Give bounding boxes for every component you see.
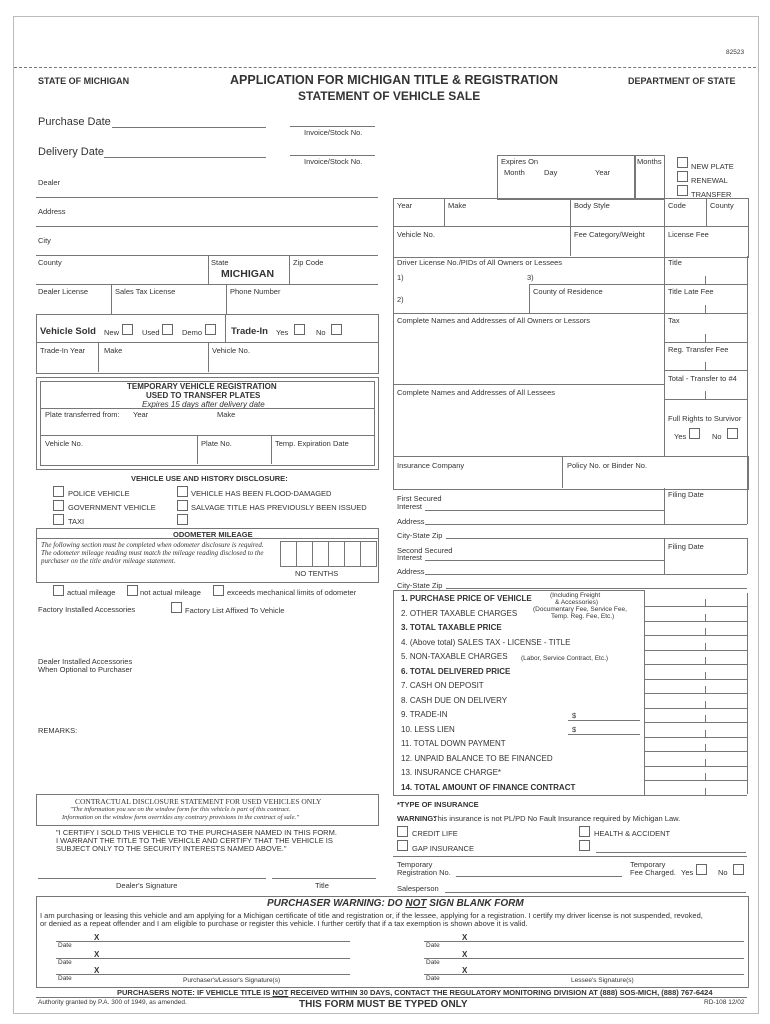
signature-x-mark: X [462, 950, 468, 959]
police-checkbox[interactable] [53, 486, 64, 497]
signature-line[interactable] [424, 974, 744, 975]
trade-in-vehicle-no-label: Vehicle No. [212, 346, 250, 355]
purchaser-warning: PURCHASER WARNING: DO NOT SIGN BLANK FORM [267, 898, 524, 909]
new-plate-label: NEW PLATE [691, 162, 734, 171]
expires-year-label: Year [595, 168, 611, 177]
pricing-item: 11. TOTAL DOWN PAYMENT [401, 739, 506, 748]
dealer-signature-label: Dealer's Signature [116, 881, 178, 890]
zip-label: Zip Code [293, 258, 324, 267]
dealer-license-label: Dealer License [38, 287, 89, 296]
signature-x-mark: X [94, 933, 100, 942]
flood-checkbox[interactable] [177, 486, 188, 497]
county-residence-label: County of Residence [533, 287, 603, 296]
pricing-item: 13. INSURANCE CHARGE* [401, 768, 502, 777]
no-tenths-label: NO TENTHS [295, 569, 339, 578]
expires-on-label: Expires On [501, 157, 539, 166]
pricing-item: 14. TOTAL AMOUNT OF FINANCE CONTRACT [401, 782, 576, 792]
odometer-digit-6[interactable] [360, 541, 377, 567]
signature-date-label: Date [426, 942, 440, 949]
contract-title: CONTRACTUAL DISCLOSURE STATEMENT FOR USED VEHICLES ONLY [75, 797, 322, 806]
trade-in-make-label: Make [104, 346, 123, 355]
trade-in-dollar: $ [572, 711, 577, 720]
renewal-checkbox[interactable] [677, 171, 688, 182]
expires-day-label: Day [544, 168, 558, 177]
taxi-label: TAXI [68, 517, 85, 526]
reg-transfer-fee-label: Reg. Transfer Fee [668, 345, 729, 354]
pricing-item: 1. PURCHASE PRICE OF VEHICLE [401, 594, 532, 603]
signature-line[interactable] [56, 958, 350, 959]
survivor-yes-checkbox[interactable] [689, 428, 700, 439]
months-label: Months [637, 157, 662, 166]
dealer-signature-field[interactable] [38, 878, 266, 879]
dealer-accessories-label: Dealer Installed Accessories [38, 657, 133, 666]
trade-in-no-label: No [316, 328, 326, 337]
pricing-item: 6. TOTAL DELIVERED PRICE [401, 666, 511, 676]
certify-line-1: "I CERTIFY I SOLD THIS VEHICLE TO THE PURCHASER NAMED IN THIS FORM. [56, 828, 337, 837]
pricing-item: 5. NON-TAXABLE CHARGES [401, 652, 508, 661]
pricing-item: 8. CASH DUE ON DELIVERY [401, 695, 508, 705]
actual-mileage-label: actual mileage [67, 588, 116, 597]
insurance-warning-text: This insurance is not PL/PD No Fault Insurance required by Michigan Law. [433, 814, 681, 823]
purchaser-note: PURCHASERS NOTE: IF VEHICLE TITLE IS NOT RECEIVED WITHIN 30 DAYS, CONTACT THE REGULATORY MONITORING DIVISION AT (888) SOS-MICH, (888) 767-6424 [117, 988, 713, 997]
body-style-label: Body Style [574, 201, 610, 210]
department-label: DEPARTMENT OF STATE [628, 76, 736, 86]
pricing-amount-field[interactable] [644, 780, 747, 781]
temp-reg-no-label-1: Temporary [397, 860, 433, 869]
first-interest-label: Interest [397, 502, 423, 511]
factory-accessories-label: Factory Installed Accessories [38, 605, 136, 614]
delivery-date-label: Delivery Date [38, 146, 105, 158]
county-label: County [38, 258, 62, 267]
flood-label: VEHICLE HAS BEEN FLOOD-DAMAGED [191, 489, 332, 498]
odometer-digit-4[interactable] [328, 541, 345, 567]
pricing-amount-field[interactable] [644, 766, 747, 767]
survivor-yes-label: Yes [674, 432, 687, 441]
owners-label: Complete Names and Addresses of All Owners or Lessors [397, 316, 591, 325]
odometer-title: ODOMETER MILEAGE [173, 530, 253, 539]
pricing-amount-field[interactable] [644, 664, 747, 665]
not-actual-checkbox[interactable] [127, 585, 138, 596]
odometer-note: The following section must be completed when odometer disclosure is required. The odometer mileage reading must match the mileage reading disclosed to the purchaser on the title and/or mileage statement. [41, 541, 264, 565]
second-city-zip-label: City-State Zip [397, 581, 443, 590]
dealer-title-field[interactable] [272, 878, 376, 879]
dealer-field[interactable] [36, 197, 378, 198]
temp-fee-no-checkbox[interactable] [733, 864, 744, 875]
odometer-digit-5[interactable] [344, 541, 361, 567]
first-city-zip-label: City-State Zip [397, 531, 443, 540]
pricing-amount-field[interactable] [644, 708, 747, 709]
phone-label: Phone Number [230, 287, 281, 296]
expires-month-label: Month [504, 168, 525, 177]
signature-line[interactable] [424, 958, 744, 959]
vehicle-info-box [393, 198, 749, 258]
taxi-checkbox[interactable] [53, 514, 64, 525]
invoice-label-1: Invoice/Stock No. [304, 128, 363, 137]
remarks-label: REMARKS: [38, 726, 78, 735]
driver-license-label: Driver License No./PIDs of All Owners or Lessees [397, 258, 563, 267]
signature-date-label: Date [58, 942, 72, 949]
title-fee-label: Title [668, 258, 682, 267]
other-use-checkbox[interactable] [177, 514, 188, 525]
pricing-amount-field[interactable] [644, 650, 747, 651]
address-field[interactable] [36, 226, 378, 227]
vehicle-make-label: Make [448, 201, 467, 210]
temp-fee-yes-label: Yes [681, 868, 694, 877]
filing-date-1-label: Filing Date [668, 490, 704, 499]
second-secured-label: Second Secured [397, 546, 453, 555]
purchaser-statement-1: I am purchasing or leasing this vehicle and am applying for a Michigan certificate of title and registration or, if the lessee, applying for a registration. I certify my driver license is not suspended, revoked, [40, 911, 703, 920]
signature-line[interactable] [56, 941, 350, 942]
insurance-warning-label: WARNING: [397, 814, 436, 823]
gap-checkbox[interactable] [397, 840, 408, 851]
temp-expiration-label: Temp. Expiration Date [275, 439, 349, 448]
new-label: New [104, 328, 120, 337]
credit-life-label: CREDIT LIFE [412, 829, 458, 838]
fee-category-label: Fee Category/Weight [574, 230, 645, 239]
demo-label: Demo [182, 328, 203, 337]
signature-x-mark: X [462, 933, 468, 942]
pricing-amount-field[interactable] [644, 606, 747, 607]
pricing-amount-field[interactable] [644, 722, 747, 723]
contract-line-1: "The information you see on the window form for this vehicle is part of this contract. [70, 806, 291, 813]
purchaser-statement-2: or denied as a repeat offender and I am eligible to purchase or register this vehicle. I further certify that if a tax exemption is shown above it is valid. [40, 919, 528, 928]
note-5: (Labor, Service Contract, Etc.) [521, 655, 609, 662]
driver-2-label: 2) [397, 295, 404, 304]
pricing-item: 4. (Above total) SALES TAX - LICENSE - TITLE [401, 637, 571, 647]
signature-date-label: Date [426, 959, 440, 966]
new-checkbox[interactable] [122, 324, 133, 335]
salvage-checkbox[interactable] [177, 500, 188, 511]
plate-make-label: Make [217, 410, 236, 419]
actual-mileage-checkbox[interactable] [53, 585, 64, 596]
note-1a: (Including Freight [550, 592, 601, 599]
dealer-title-label: Title [315, 881, 329, 890]
sales-tax-license-label: Sales Tax License [115, 287, 176, 296]
pricing-amount-field[interactable] [644, 737, 747, 738]
first-address-label: Address [397, 517, 425, 526]
form-subtitle: STATEMENT OF VEHICLE SALE [298, 89, 481, 103]
second-address-label: Address [397, 567, 425, 576]
pricing-amount-field[interactable] [644, 693, 747, 694]
signature-x-mark: X [462, 966, 468, 975]
pricing-amount-field[interactable] [644, 751, 747, 752]
transfer-label: TRANSFER [691, 190, 732, 199]
purchaser-signature-label: Purchaser's/Lessor's Signature(s) [183, 977, 281, 984]
lessee-signature-label: Lessee's Signature(s) [571, 977, 634, 984]
plate-vehicle-no-label: Vehicle No. [45, 439, 83, 448]
signature-date-label: Date [426, 975, 440, 982]
total-transfer-label: Total - Transfer to #4 [668, 374, 737, 383]
signature-x-mark: X [94, 950, 100, 959]
lien-dollar: $ [572, 725, 577, 734]
invoice-label-2: Invoice/Stock No. [304, 157, 363, 166]
plate-transferred-label: Plate transferred from: [45, 410, 120, 419]
note-2a: (Documentary Fee, Service Fee, [533, 606, 627, 613]
state-value: MICHIGAN [221, 268, 275, 280]
form-number: 82523 [726, 49, 745, 56]
trade-in-no-checkbox[interactable] [331, 324, 342, 335]
purchase-date-label: Purchase Date [38, 116, 111, 128]
pricing-item: 2. OTHER TAXABLE CHARGES [401, 608, 518, 618]
state-field-label: State [211, 258, 229, 267]
temp-reg-subtitle: USED TO TRANSFER PLATES [146, 391, 261, 400]
certify-line-3: SUBJECT ONLY TO THE SECURITY INTERESTS NAMED ABOVE." [56, 844, 287, 853]
temp-reg-title: TEMPORARY VEHICLE REGISTRATION [127, 382, 277, 391]
temp-fee-yes-checkbox[interactable] [696, 864, 707, 875]
authority-text: Authority granted by P.A. 300 of 1949, as amended. [38, 999, 187, 1006]
not-actual-label: not actual mileage [140, 588, 201, 597]
temp-reg-expires: Expires 15 days after delivery date [142, 400, 265, 409]
pricing-amount-field[interactable] [644, 621, 747, 622]
driver-1-label: 1) [397, 273, 404, 282]
government-checkbox[interactable] [53, 500, 64, 511]
first-secured-label: First Secured [397, 494, 442, 503]
state-label: STATE OF MICHIGAN [38, 76, 130, 86]
pricing-item: 10. LESS LIEN [401, 724, 455, 734]
vehicle-county-label: County [710, 201, 734, 210]
trade-in-yes-label: Yes [276, 328, 289, 337]
lessees-label: Complete Names and Addresses of All Lessees [397, 388, 556, 397]
police-label: POLICE VEHICLE [68, 489, 130, 498]
odometer-digit-2[interactable] [296, 541, 313, 567]
temp-fee-label-1: Temporary [630, 860, 666, 869]
certify-line-2: I WARRANT THE TITLE TO THE VEHICLE AND CERTIFY THAT THE VEHICLE IS [56, 836, 333, 845]
typed-only-notice: THIS FORM MUST BE TYPED ONLY [299, 999, 468, 1010]
pricing-box [393, 590, 645, 796]
form-id: RD-108 12/02 [704, 999, 745, 1006]
signature-date-label: Date [58, 959, 72, 966]
government-label: GOVERNMENT VEHICLE [68, 503, 156, 512]
disclosure-title: VEHICLE USE AND HISTORY DISCLOSURE: [131, 474, 288, 483]
transfer-checkbox[interactable] [677, 185, 688, 196]
survivor-no-checkbox[interactable] [727, 428, 738, 439]
lien-amount[interactable] [568, 734, 640, 735]
title-late-fee-label: Title Late Fee [668, 287, 714, 296]
insurance-company-label: Insurance Company [397, 461, 465, 470]
policy-label: Policy No. or Binder No. [567, 461, 648, 470]
health-checkbox[interactable] [579, 826, 590, 837]
temp-fee-no-label: No [718, 868, 728, 877]
new-plate-checkbox[interactable] [677, 157, 688, 168]
full-rights-label: Full Rights to Survivor [668, 414, 742, 423]
used-label: Used [142, 328, 160, 337]
signature-line[interactable] [424, 941, 744, 942]
other-insurance-checkbox[interactable] [579, 840, 590, 851]
salesperson-label: Salesperson [397, 884, 439, 893]
pricing-item: 7. CASH ON DEPOSIT [401, 681, 484, 690]
address-label: Address [38, 207, 66, 216]
exceeds-checkbox[interactable] [213, 585, 224, 596]
odometer-digit-1[interactable] [280, 541, 297, 567]
factory-list-checkbox[interactable] [171, 602, 182, 613]
odometer-digit-3[interactable] [312, 541, 329, 567]
salvage-label: SALVAGE TITLE HAS PREVIOUSLY BEEN ISSUED [191, 503, 367, 512]
pricing-amount-field[interactable] [644, 795, 747, 796]
dealer-label: Dealer [38, 178, 61, 187]
vehicle-sold-label: Vehicle Sold [40, 326, 96, 337]
demo-checkbox[interactable] [205, 324, 216, 335]
exceeds-label: exceeds mechanical limits of odometer [227, 588, 357, 597]
renewal-label: RENEWAL [691, 176, 728, 185]
temp-reg-no-label-2: Registration No. [397, 868, 451, 877]
tax-label: Tax [668, 316, 680, 325]
license-fee-label: License Fee [668, 230, 709, 239]
trade-in-year-label: Trade-In Year [40, 346, 86, 355]
perforation-line [14, 67, 756, 68]
signature-date-label: Date [58, 975, 72, 982]
driver-3-label: 3) [527, 273, 534, 282]
pricing-item: 9. TRADE-IN [401, 710, 448, 719]
health-label: HEALTH & ACCIDENT [594, 829, 671, 838]
trade-in-yes-checkbox[interactable] [294, 324, 305, 335]
insurance-type-label: *TYPE OF INSURANCE [397, 800, 479, 809]
trade-in-amount[interactable] [568, 720, 640, 721]
factory-list-label: Factory List Affixed To Vehicle [185, 606, 285, 615]
vehicle-year-label: Year [397, 201, 413, 210]
signature-x-mark: X [94, 966, 100, 975]
pricing-item: 12. UNPAID BALANCE TO BE FINANCED [401, 753, 553, 763]
plate-year-label: Year [133, 410, 149, 419]
credit-life-checkbox[interactable] [397, 826, 408, 837]
pricing-amount-field[interactable] [644, 635, 747, 636]
note-1b: & Accessories) [555, 599, 598, 606]
survivor-no-label: No [712, 432, 722, 441]
trade-in-label: Trade-In [231, 326, 268, 337]
temp-fee-label-2: Fee Charged. [630, 868, 676, 877]
dealer-accessories-label-2: When Optional to Purchaser [38, 665, 133, 674]
gap-label: GAP INSURANCE [412, 844, 474, 853]
salesperson-field[interactable] [445, 892, 746, 893]
delivery-date-field[interactable] [104, 157, 266, 158]
used-checkbox[interactable] [162, 324, 173, 335]
filing-date-2-label: Filing Date [668, 542, 704, 551]
temp-reg-no-field[interactable] [456, 876, 622, 877]
plate-no-label: Plate No. [201, 439, 232, 448]
city-field[interactable] [36, 255, 378, 256]
pricing-amount-field[interactable] [644, 679, 747, 680]
city-label: City [38, 236, 51, 245]
pricing-item: 3. TOTAL TAXABLE PRICE [401, 623, 502, 632]
code-label: Code [668, 201, 686, 210]
signature-line[interactable] [56, 974, 350, 975]
form-title: APPLICATION FOR MICHIGAN TITLE & REGISTRATION [230, 73, 558, 87]
note-2b: Temp. Reg. Fee, Etc.) [551, 613, 615, 620]
vehicle-no-label: Vehicle No. [397, 230, 435, 239]
contract-line-2: Information on the window form overrides any contrary provisions in the contract of sale." [62, 814, 299, 821]
purchase-date-field[interactable] [112, 127, 266, 128]
second-interest-label: Interest [397, 553, 423, 562]
